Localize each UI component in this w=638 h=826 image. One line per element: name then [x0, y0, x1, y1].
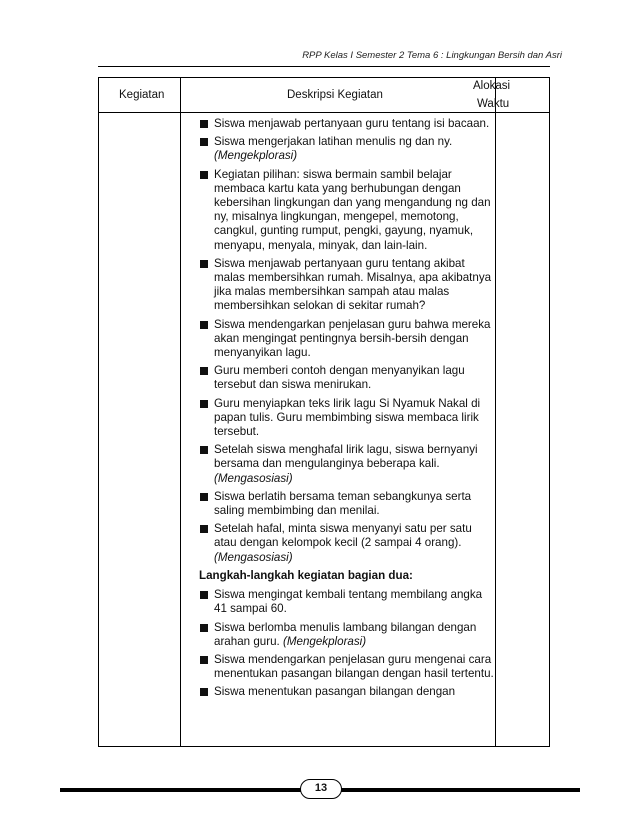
- footer-rule-right: [340, 788, 580, 792]
- header-row-divider: [99, 112, 549, 113]
- activity-table: [98, 77, 550, 747]
- list-item: Siswa mengerjakan latihan menulis ng dan ny. (Mengekplorasi): [199, 135, 495, 163]
- list-item: Siswa berlomba menulis lambang bilangan dengan arahan guru. (Mengekplorasi): [199, 621, 495, 649]
- list-item: Setelah hafal, minta siswa menyanyi satu per satu atau dengan kelompok kecil (2 sampai 4 orang). (Mengasosiasi): [199, 522, 495, 565]
- column-divider-2: [495, 78, 496, 746]
- running-header: RPP Kelas I Semester 2 Tema 6 : Lingkungan Bersih dan Asri: [302, 50, 562, 61]
- header-divider: [98, 66, 550, 67]
- list-item: Siswa mengingat kembali tentang membilang angka 41 sampai 60.: [199, 588, 495, 616]
- page-number: 13: [300, 779, 342, 799]
- list-item: Guru memberi contoh dengan menyanyikan lagu tersebut dan siswa menirukan.: [199, 364, 495, 392]
- list-item: Kegiatan pilihan: siswa bermain sambil belajar membaca kartu kata yang berhubungan dengan kebersihan lingkungan dan yang mengandung ng dan ny, misalnya lingkungan, mengepel, memotong, cangkul, gunting rumput, pengki, gayung, nyamuk, menyapu, menyala, minyak, dan lain-lain.: [199, 168, 495, 253]
- list-item: Guru menyiapkan teks lirik lagu Si Nyamuk Nakal di papan tulis. Guru membimbing siswa membaca lirik tersebut.: [199, 397, 495, 440]
- footer-rule-left: [60, 788, 302, 792]
- section-heading: Langkah-langkah kegiatan bagian dua:: [199, 568, 413, 582]
- column-divider-1: [180, 78, 181, 746]
- list-item: Setelah siswa menghafal lirik lagu, siswa bernyanyi bersama dan mengulanginya beberapa kali. (Mengasosiasi): [199, 443, 495, 486]
- list-item: Siswa berlatih bersama teman sebangkunya serta saling membimbing dan menilai.: [199, 490, 495, 518]
- column-header-alokasi: Alokasi: [473, 80, 511, 92]
- column-header-kegiatan: Kegiatan: [119, 89, 165, 101]
- list-item: Siswa menjawab pertanyaan guru tentang akibat malas membersihkan rumah. Misalnya, apa akibatnya jika malas membersihkan sampah atau malas membersihkan selokan di sekitar rumah?: [199, 257, 495, 314]
- list-item: Siswa menentukan pasangan bilangan dengan: [199, 685, 495, 699]
- list-item: Siswa menjawab pertanyaan guru tentang isi bacaan.: [199, 117, 495, 131]
- list-item: Siswa mendengarkan penjelasan guru bahwa mereka akan mengingat pentingnya bersih-bersih dengan menyanyikan lagu.: [199, 318, 495, 361]
- column-header-waktu: Waktu: [477, 98, 510, 110]
- column-header-deskripsi: Deskripsi Kegiatan: [287, 89, 383, 101]
- activity-description-list: [199, 117, 495, 704]
- list-item: Siswa mendengarkan penjelasan guru mengenai cara menentukan pasangan bilangan dengan hasil tertentu.: [199, 653, 495, 681]
